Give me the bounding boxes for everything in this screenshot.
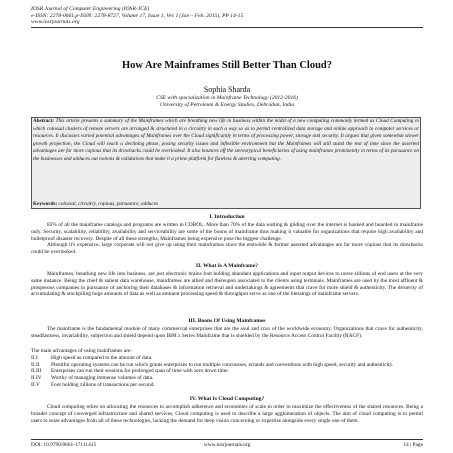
- list-item-text: High speed as compared to the amount of data.: [51, 354, 153, 361]
- section-3-para-1: The mainframe is the fundamental module of many commercial enterprises that are the soul and crux of the worldwide economy. Organizations that crave for authenticity, steadfastness, invariability, subjection and shield depend upon IBM z Series Mainframe that is shielded by the Resource Access Control Facility (RACF).: [31, 326, 423, 339]
- footer-rule: [31, 439, 423, 440]
- keywords: [33, 201, 419, 207]
- footer-site[interactable]: www.iosrjournals.org: [203, 442, 251, 448]
- list-item-number: II.I: [31, 354, 38, 361]
- advantages-list: [31, 348, 423, 389]
- journal-issn: e-ISSN: 2278-0661,p-ISSN: 2278-8727, Volume 17, Issue 1, Ver. I (Jan – Feb. 2015), PP 14-15: [31, 12, 244, 19]
- journal-name: IOSR Journal of Computer Engineering (IOSR-JCE): [31, 6, 150, 12]
- section-3-heading: III. Boons Of Using Mainframes: [188, 318, 266, 324]
- header-rule: [31, 27, 423, 28]
- section-1-para-1: 85% of all the mainframe catalogs and programs are written in COBOL. More than 70% of the data watling & gliding over the internet is banked and hoarded in mainframe only. Security, scalability, reliability, availability and serviceability are some of the boons of mainframe thus making it valuable for organizations that require high availability and bulletproof disaster recovery. Despite of all these strengths, Mainframes being expensive pose the biggest challenge.: [31, 222, 423, 242]
- journal-header: [31, 6, 243, 26]
- section-2-heading: II. What Is A Mainframe?: [195, 263, 259, 269]
- author-affiliation-2: University of Petroleum & Energy Studies, Dehradun, India: [159, 102, 295, 108]
- list-item-number: II.V: [31, 381, 40, 388]
- list-item: [31, 382, 423, 389]
- list-item-number: II.II: [31, 361, 40, 368]
- list-item-text: Plentiful operating systems can be run which grants enterprises to run multiple concourses, errands and conventions with high speed, security and authenticity.: [51, 361, 394, 368]
- author-affiliation-1: CSE with specialization in Mainframe Technology (2012-2016): [156, 95, 298, 101]
- section-2-para-1: Mainframes, breathing new life into business, are just electronic brains foot holding abundant applications and input output devices to nurse zillions of end users at the very same instance. Being the chief & salient data warehouse, mainframes are allied and thereupon associated to the clients using terminals. Mainframes are used by the most affluent & prosperous companies in pursuance of anchoring their databases & information retrieval and undertakings & agreements that crave for more shield & authenticity. The dexterity of accumulating & stockpiling huge amounts of data as well as eminent processing speed & throughput serve as one of the blessings of mainframe servers.: [31, 271, 423, 298]
- author-name: Sophia Sharda: [203, 85, 251, 94]
- journal-site[interactable]: www.iosrjournals.org: [31, 19, 80, 26]
- list-item-number: II.III: [31, 368, 42, 375]
- footer-page-number: 14 | Page: [403, 442, 423, 448]
- section-4-heading: IV. What Is Cloud Computing?: [189, 396, 265, 402]
- section-4-para-1: Cloud computing relies on allocating the resources to accomplish adherence and economies of scale in order to maximize the effectiveness of the shared resources. Being a broader concept of converged infrastructure and shared services, Cloud computing is used to describe a large agglomeration of objects. The aim of cloud computing is to permit users to seize advantages from all of these technologies, lacking the demand for deep vision concerning or expertise alongside every single one of them.: [31, 404, 423, 424]
- list-item-text: Worthy of managing immense volumes of data.: [51, 375, 154, 381]
- list-item: [31, 375, 423, 382]
- abstract-text: This article presents a summary of the Mainframes which are breathing new life in business within the midst of a new computing commonly termed as Cloud Computing in which colossal clusters of remote servers are arranged & structured in a circuitry in such a way so as to permit centralized data storage and online approach to computer services or resources. It discusses varied potential advantages of Mainframes over the Cloud significantly in terms of processing power, storage and security. It argues that given somewhat slower growth projection, the Cloud will reach a declining phase, posing security issues and inflexible environment but the Mainframes will still stand the test of time since the asserted advantages are far more copious that its drawbacks could be overlooked. It also bounces off the stereotypical beneficiaries of using mainframes prominently in terms of its pursuance on the businesses and adduces out notions & validations that make it a prime platform for flawless & unerring computing.: [33, 118, 419, 162]
- list-item: [31, 355, 423, 362]
- footer-doi: DOI: 10.9790/0661-17111415: [31, 442, 97, 448]
- list-item-number: II.IV: [31, 375, 42, 381]
- list-item-text: Enterprises can run their sessions for prolonged span of time with zero down time.: [51, 368, 229, 375]
- abstract: [33, 118, 419, 163]
- paper-title: How Are Mainframes Still Better Than Cloud?: [122, 60, 332, 71]
- list-item-text: Foot holding zillions of transactions per second.: [51, 381, 155, 388]
- abstract-label: Abstract:: [33, 118, 55, 124]
- list-item: [31, 368, 423, 375]
- section-1-heading: I. Introduction: [209, 214, 245, 220]
- advantages-list-intro: The main advantages of using mainframes are:: [31, 348, 132, 354]
- section-1-body: [31, 222, 423, 256]
- keywords-label: Keywords:: [33, 201, 58, 207]
- section-1-para-2: Although it's expensive, large corporate will not give up using their mainframes since the erstwhile & former asserted advantages are far more copious that its drawbacks could be overlooked.: [31, 242, 423, 255]
- keywords-text: colossal, circuitry, copious, pursuance, adduces: [57, 201, 159, 207]
